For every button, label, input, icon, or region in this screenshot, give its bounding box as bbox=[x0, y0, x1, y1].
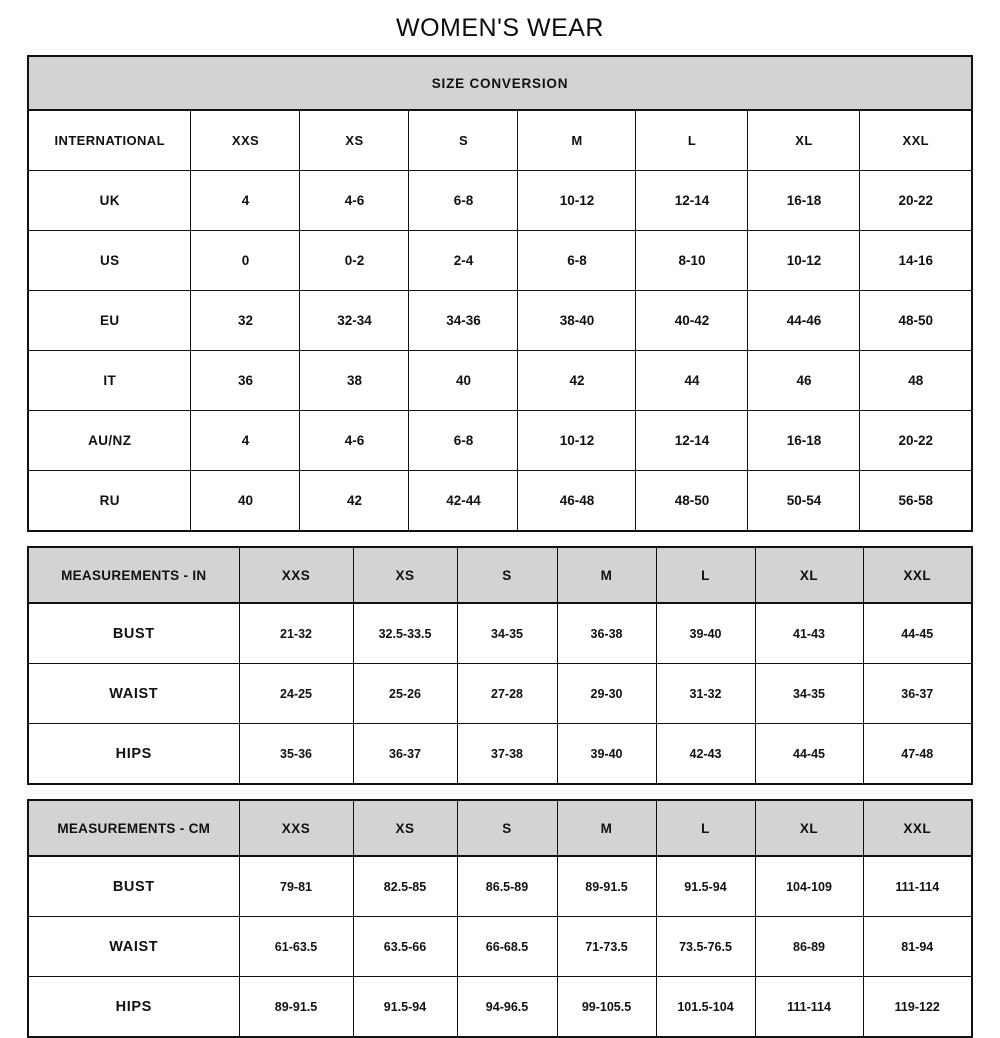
header-cell-measurements-in: MEASUREMENTS - IN bbox=[28, 547, 239, 603]
table-cell: 40 bbox=[409, 351, 518, 411]
table-cell: 39-40 bbox=[656, 603, 755, 664]
table-row bbox=[28, 171, 972, 231]
table-cell: 20-22 bbox=[860, 411, 972, 471]
table-cell: 44-45 bbox=[863, 603, 972, 664]
row-label: HIPS bbox=[28, 977, 239, 1038]
table-cell: 32 bbox=[191, 291, 300, 351]
table-cell: 42 bbox=[300, 471, 409, 532]
table-cell: 91.5-94 bbox=[353, 977, 457, 1038]
table-cell: 111-114 bbox=[863, 856, 972, 917]
table-row bbox=[28, 724, 972, 785]
table-cell: 24-25 bbox=[239, 664, 353, 724]
table-cell: 48-50 bbox=[636, 471, 748, 532]
table-cell: 4-6 bbox=[300, 411, 409, 471]
table-cell: 99-105.5 bbox=[557, 977, 656, 1038]
table-cell: 66-68.5 bbox=[457, 917, 557, 977]
measurements-cm-table bbox=[27, 799, 973, 1038]
table-cell: 63.5-66 bbox=[353, 917, 457, 977]
header-cell-xl: XL bbox=[755, 800, 863, 856]
row-label: BUST bbox=[28, 856, 239, 917]
table-cell: 25-26 bbox=[353, 664, 457, 724]
table-cell: 0 bbox=[191, 231, 300, 291]
table-row bbox=[28, 664, 972, 724]
table-cell: 10-12 bbox=[748, 231, 860, 291]
header-cell-xs: XS bbox=[353, 800, 457, 856]
table-cell: 10-12 bbox=[518, 411, 636, 471]
table-cell: 4 bbox=[191, 171, 300, 231]
table-row bbox=[28, 856, 972, 917]
table-cell: 36-37 bbox=[353, 724, 457, 785]
row-label: UK bbox=[28, 171, 191, 231]
table-cell: 44 bbox=[636, 351, 748, 411]
table-cell: 10-12 bbox=[518, 171, 636, 231]
table-cell: 47-48 bbox=[863, 724, 972, 785]
table-cell: 73.5-76.5 bbox=[656, 917, 755, 977]
table-cell: 94-96.5 bbox=[457, 977, 557, 1038]
row-label: HIPS bbox=[28, 724, 239, 785]
table-cell: 86.5-89 bbox=[457, 856, 557, 917]
table-cell: 91.5-94 bbox=[656, 856, 755, 917]
table-cell: 38-40 bbox=[518, 291, 636, 351]
page-title: WOMEN'S WEAR bbox=[396, 14, 604, 42]
header-cell-l: L bbox=[656, 547, 755, 603]
measurements-cm-header-row bbox=[28, 800, 972, 856]
header-cell-l: L bbox=[656, 800, 755, 856]
table-cell: 42-43 bbox=[656, 724, 755, 785]
table-row bbox=[28, 471, 972, 532]
table-row bbox=[28, 231, 972, 291]
header-cell-xs: XS bbox=[300, 110, 409, 171]
table-cell: 34-35 bbox=[755, 664, 863, 724]
table-cell: 4 bbox=[191, 411, 300, 471]
table-cell: 44-45 bbox=[755, 724, 863, 785]
header-cell-xxs: XXS bbox=[239, 800, 353, 856]
table-cell: 42-44 bbox=[409, 471, 518, 532]
table-cell: 111-114 bbox=[755, 977, 863, 1038]
measurements-in-table bbox=[27, 546, 973, 785]
table-cell: 82.5-85 bbox=[353, 856, 457, 917]
table-cell: 16-18 bbox=[748, 171, 860, 231]
header-cell-xxl: XXL bbox=[863, 547, 972, 603]
row-label: IT bbox=[28, 351, 191, 411]
table-cell: 101.5-104 bbox=[656, 977, 755, 1038]
table-cell: 34-35 bbox=[457, 603, 557, 664]
table-cell: 8-10 bbox=[636, 231, 748, 291]
row-label: RU bbox=[28, 471, 191, 532]
header-cell-s: S bbox=[457, 800, 557, 856]
table-cell: 6-8 bbox=[409, 171, 518, 231]
size-chart-page bbox=[0, 14, 1000, 1014]
measurements-in-header-row bbox=[28, 547, 972, 603]
header-cell-measurements-cm: MEASUREMENTS - CM bbox=[28, 800, 239, 856]
header-cell-xxs: XXS bbox=[191, 110, 300, 171]
table-cell: 20-22 bbox=[860, 171, 972, 231]
table-cell: 6-8 bbox=[409, 411, 518, 471]
table-cell: 79-81 bbox=[239, 856, 353, 917]
table-row bbox=[28, 917, 972, 977]
table-cell: 46 bbox=[748, 351, 860, 411]
header-cell-xl: XL bbox=[755, 547, 863, 603]
table-cell: 61-63.5 bbox=[239, 917, 353, 977]
size-conversion-header-row bbox=[28, 110, 972, 171]
table-cell: 104-109 bbox=[755, 856, 863, 917]
table-cell: 86-89 bbox=[755, 917, 863, 977]
size-conversion-banner: SIZE CONVERSION bbox=[28, 56, 972, 110]
row-label: US bbox=[28, 231, 191, 291]
row-label: AU/NZ bbox=[28, 411, 191, 471]
table-cell: 21-32 bbox=[239, 603, 353, 664]
table-cell: 46-48 bbox=[518, 471, 636, 532]
table-row bbox=[28, 351, 972, 411]
header-cell-m: M bbox=[557, 547, 656, 603]
size-conversion-table bbox=[27, 55, 973, 532]
header-cell-international: INTERNATIONAL bbox=[28, 110, 191, 171]
table-cell: 36-38 bbox=[557, 603, 656, 664]
table-cell: 37-38 bbox=[457, 724, 557, 785]
row-label: BUST bbox=[28, 603, 239, 664]
table-cell: 34-36 bbox=[409, 291, 518, 351]
table-cell: 71-73.5 bbox=[557, 917, 656, 977]
row-label: EU bbox=[28, 291, 191, 351]
table-cell: 29-30 bbox=[557, 664, 656, 724]
table-cell: 42 bbox=[518, 351, 636, 411]
table-cell: 32-34 bbox=[300, 291, 409, 351]
table-cell: 48 bbox=[860, 351, 972, 411]
header-cell-s: S bbox=[457, 547, 557, 603]
table-cell: 31-32 bbox=[656, 664, 755, 724]
size-conversion-banner-row bbox=[28, 56, 972, 110]
header-cell-m: M bbox=[557, 800, 656, 856]
header-cell-xxs: XXS bbox=[239, 547, 353, 603]
table-cell: 0-2 bbox=[300, 231, 409, 291]
row-label: WAIST bbox=[28, 664, 239, 724]
table-cell: 12-14 bbox=[636, 171, 748, 231]
table-cell: 44-46 bbox=[748, 291, 860, 351]
row-label: WAIST bbox=[28, 917, 239, 977]
table-row bbox=[28, 291, 972, 351]
table-cell: 6-8 bbox=[518, 231, 636, 291]
table-cell: 41-43 bbox=[755, 603, 863, 664]
table-cell: 38 bbox=[300, 351, 409, 411]
table-cell: 40-42 bbox=[636, 291, 748, 351]
table-cell: 56-58 bbox=[860, 471, 972, 532]
header-cell-s: S bbox=[409, 110, 518, 171]
table-row bbox=[28, 977, 972, 1038]
header-cell-xxl: XXL bbox=[860, 110, 972, 171]
table-cell: 50-54 bbox=[748, 471, 860, 532]
header-cell-xs: XS bbox=[353, 547, 457, 603]
table-cell: 36-37 bbox=[863, 664, 972, 724]
table-cell: 81-94 bbox=[863, 917, 972, 977]
table-cell: 40 bbox=[191, 471, 300, 532]
header-cell-xl: XL bbox=[748, 110, 860, 171]
table-cell: 27-28 bbox=[457, 664, 557, 724]
table-cell: 89-91.5 bbox=[239, 977, 353, 1038]
table-cell: 14-16 bbox=[860, 231, 972, 291]
table-cell: 89-91.5 bbox=[557, 856, 656, 917]
table-row bbox=[28, 411, 972, 471]
table-cell: 32.5-33.5 bbox=[353, 603, 457, 664]
header-cell-m: M bbox=[518, 110, 636, 171]
header-cell-l: L bbox=[636, 110, 748, 171]
table-cell: 35-36 bbox=[239, 724, 353, 785]
table-cell: 48-50 bbox=[860, 291, 972, 351]
table-cell: 4-6 bbox=[300, 171, 409, 231]
table-cell: 16-18 bbox=[748, 411, 860, 471]
table-cell: 2-4 bbox=[409, 231, 518, 291]
table-cell: 12-14 bbox=[636, 411, 748, 471]
table-cell: 119-122 bbox=[863, 977, 972, 1038]
table-cell: 36 bbox=[191, 351, 300, 411]
table-row bbox=[28, 603, 972, 664]
table-cell: 39-40 bbox=[557, 724, 656, 785]
header-cell-xxl: XXL bbox=[863, 800, 972, 856]
